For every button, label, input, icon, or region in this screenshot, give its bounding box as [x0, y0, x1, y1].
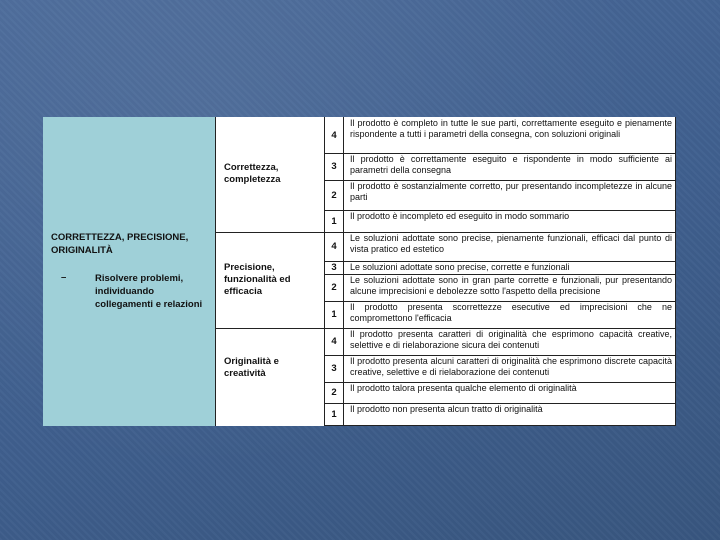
level-description: Il prodotto presenta scorrettezze esecutive ed imprecisioni che ne compromettono l'efficacia — [350, 302, 672, 323]
level-description: Il prodotto talora presenta qualche elemento di originalità — [350, 383, 577, 393]
table-right-border — [675, 117, 676, 426]
bullet-dash: – — [61, 272, 67, 283]
table-row — [324, 355, 676, 382]
main-criterion-subtitle: Risolvere problemi, individuando collegamenti e relazioni — [95, 273, 203, 310]
criterion-label: Correttezza, completezza — [224, 162, 281, 185]
score-cell: 1 — [324, 210, 344, 232]
level-description: Il prodotto non presenta alcun tratto di originalità — [350, 404, 543, 414]
score-cell: 1 — [324, 301, 344, 328]
table-row — [324, 261, 676, 274]
level-description: Le soluzioni adottate sono precise, pienamente funzionali, efficaci dal punto di vista pratico ed estetico — [350, 233, 672, 254]
score-cell: 2 — [324, 382, 344, 403]
criterion-cell-correttezza — [215, 117, 324, 232]
row-divider — [324, 403, 676, 404]
row-divider — [324, 301, 676, 302]
criterion-cell-originalita — [215, 328, 324, 426]
level-description: Il prodotto presenta alcuni caratteri di originalità che esprimono discrete capacità creative, selettive e di rielaborazione dei contenuti — [350, 356, 672, 377]
table-row — [324, 328, 676, 355]
score-cell: 1 — [324, 403, 344, 426]
row-divider — [324, 261, 676, 262]
level-description: Le soluzioni adottate sono in gran parte corrette e funzionali, pur presentando alcune imprecisioni e debolezze sotto l'aspetto della precisione — [350, 275, 672, 296]
score-cell: 3 — [324, 153, 344, 180]
score-cell: 2 — [324, 274, 344, 301]
table-row — [324, 232, 676, 261]
criterion-label: Originalità e creatività — [224, 356, 279, 379]
table-row — [324, 382, 676, 403]
score-cell: 4 — [324, 117, 344, 153]
row-divider — [324, 274, 676, 275]
main-criterion-cell — [43, 117, 215, 426]
table-row — [324, 210, 676, 232]
table-row — [324, 403, 676, 426]
row-divider — [324, 382, 676, 383]
row-divider — [324, 180, 676, 181]
table-row — [324, 180, 676, 210]
level-description: Il prodotto è sostanzialmente corretto, pur presentando incompletezze in alcune parti — [350, 181, 672, 202]
criterion-divider — [215, 328, 676, 329]
main-criterion-title: CORRETTEZZA, PRECISIONE, ORIGINALITÀ — [51, 232, 189, 256]
criterion-label: Precisione, funzionalità ed efficacia — [224, 262, 291, 297]
table-row — [324, 117, 676, 153]
row-divider — [324, 210, 676, 211]
table-row — [324, 274, 676, 301]
score-cell: 2 — [324, 180, 344, 210]
level-description: Il prodotto è incompleto ed eseguito in modo sommario — [350, 211, 570, 221]
row-divider — [324, 153, 676, 154]
criterion-cell-precisione — [215, 232, 324, 328]
table-row — [324, 153, 676, 180]
row-divider — [324, 425, 676, 426]
level-description: Le soluzioni adottate sono precise, corrette e funzionali — [350, 262, 570, 272]
score-cell: 3 — [324, 355, 344, 382]
score-cell: 4 — [324, 232, 344, 261]
table-row — [324, 301, 676, 328]
level-description: Il prodotto è completo in tutte le sue parti, correttamente eseguito e pienamente rispondente a tutti i parametri della consegna, con soluzioni originali — [350, 118, 672, 139]
level-description: Il prodotto è correttamente eseguito e rispondente in modo sufficiente ai parametri della consegna — [350, 154, 672, 175]
row-divider — [324, 355, 676, 356]
score-cell: 4 — [324, 328, 344, 355]
criterion-divider — [215, 232, 676, 233]
level-description: Il prodotto presenta caratteri di originalità che esprimono capacità creative, selettive e di rielaborazione sicura dei contenuti — [350, 329, 672, 350]
evaluation-rubric-table — [43, 117, 676, 426]
score-cell: 3 — [324, 261, 344, 274]
